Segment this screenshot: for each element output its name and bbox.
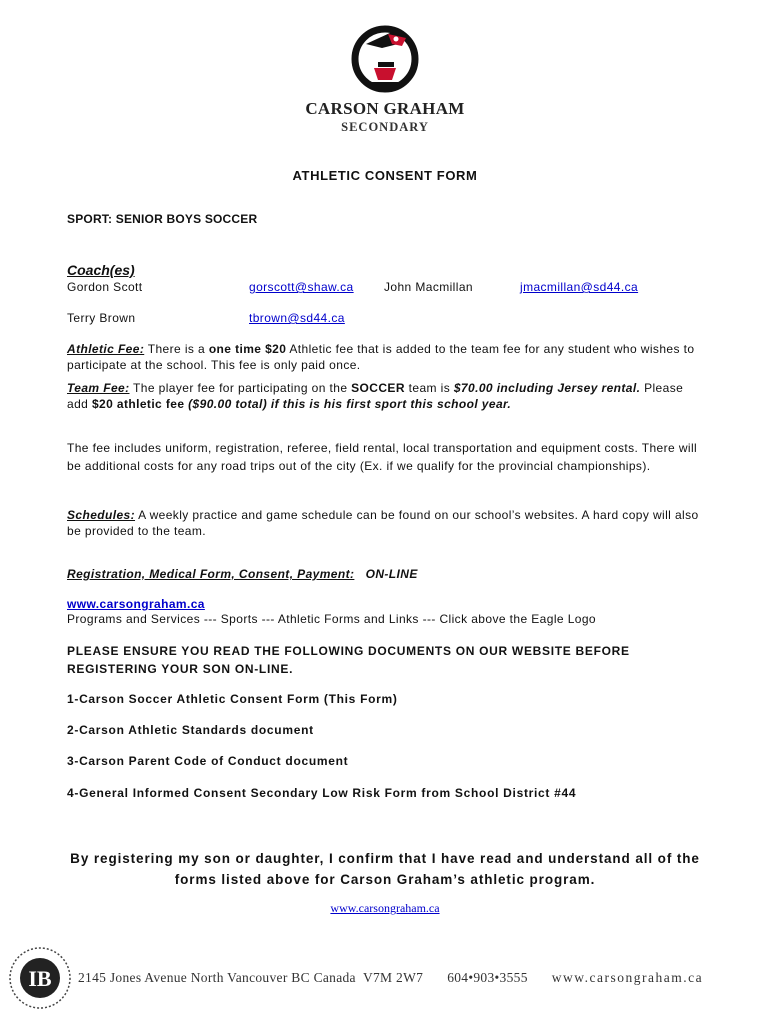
footer-address: 2145 Jones Avenue North Vancouver BC Canada V7M 2W7: [78, 970, 424, 985]
text-span: team is: [404, 381, 454, 395]
total-fee-note: ($90.00 total) if this is his first sport this school year.: [184, 397, 512, 411]
document-item: 1-Carson Soccer Athletic Consent Form (This Form): [67, 692, 398, 706]
coach-name: John Macmillan: [384, 280, 473, 294]
athletic-fee-amount: $20 athletic fee: [91, 397, 185, 411]
athletic-fee-label: Athletic Fee:: [67, 342, 145, 356]
text-span: Athletic fee that is added to the team fee for any student who wishes to participate at the school. This fee is only paid once.: [67, 342, 695, 372]
coach-name: Gordon Scott: [67, 280, 143, 294]
fee-includes-paragraph: The fee includes uniform, registration, referee, field rental, local transportation and equipment costs. There will be additional costs for any road trips out of the city (Ex. if we qualify for the provincial championships).: [67, 441, 698, 473]
team-fee-amount: $70.00 including Jersey rental.: [453, 381, 641, 395]
footer-contact: [78, 970, 703, 986]
seal-letters: IB: [28, 966, 52, 991]
school-subtitle: SECONDARY: [341, 120, 429, 134]
text-span: A weekly practice and game schedule can be found on our school’s websites. A hard copy will also be provided to the team.: [67, 508, 699, 538]
schedules-paragraph: [67, 507, 707, 539]
confirmation-statement: [0, 848, 770, 890]
school-header: [0, 22, 770, 135]
footer-phone: 604•903•3555: [447, 970, 528, 985]
website-navigation-path: Programs and Services --- Sports --- Athletic Forms and Links --- Click above the Eagle Logo: [67, 612, 596, 626]
athletic-fee-paragraph: [67, 341, 707, 373]
eagle-logo-icon[interactable]: [348, 22, 422, 96]
ib-world-school-seal-icon: [8, 946, 72, 1010]
form-title: ATHLETIC CONSENT FORM: [292, 168, 478, 183]
document-item: 2-Carson Athletic Standards document: [67, 723, 314, 737]
coach-name: Terry Brown: [67, 311, 136, 325]
schedules-label: Schedules:: [67, 508, 136, 522]
coach-email-link[interactable]: tbrown@sd44.ca: [249, 311, 345, 325]
team-fee-paragraph: [67, 380, 707, 412]
one-time-fee: one time $20: [208, 342, 287, 356]
text-span: There is a: [144, 342, 209, 356]
team-fee-label: Team Fee:: [67, 381, 130, 395]
ensure-notice: PLEASE ENSURE YOU READ THE FOLLOWING DOCUMENTS ON OUR WEBSITE BEFORE REGISTERING YOUR SON ON-LINE.: [67, 644, 630, 676]
text-span: Please add: [67, 381, 684, 411]
footer-website-link[interactable]: www.carsongraham.ca: [330, 901, 440, 915]
coach-email-link[interactable]: jmacmillan@sd44.ca: [520, 280, 639, 294]
school-name: CARSON GRAHAM: [305, 99, 465, 118]
sport-name: SOCCER: [351, 381, 405, 395]
confirmation-text: By registering my son or daughter, I confirm that I have read and understand all of the forms listed above for Carson Graham’s athletic program.: [70, 851, 700, 887]
text-span: The player fee for participating on the: [129, 381, 352, 395]
footer-website: www.carsongraham.ca: [551, 970, 704, 985]
coaches-heading: Coach(es): [67, 262, 135, 278]
sport-line: SPORT: SENIOR BOYS SOCCER: [67, 212, 258, 226]
online-text: ON-LINE: [365, 567, 418, 581]
document-item: 4-General Informed Consent Secondary Low Risk Form from School District #44: [67, 786, 577, 800]
online-label: [354, 567, 417, 581]
coach-email-link[interactable]: gorscott@shaw.ca: [249, 280, 354, 294]
website-link[interactable]: www.carsongraham.ca: [67, 597, 205, 611]
registration-label: Registration, Medical Form, Consent, Payment:: [67, 567, 355, 581]
registration-heading: [67, 566, 707, 582]
document-item: 3-Carson Parent Code of Conduct document: [67, 754, 349, 768]
